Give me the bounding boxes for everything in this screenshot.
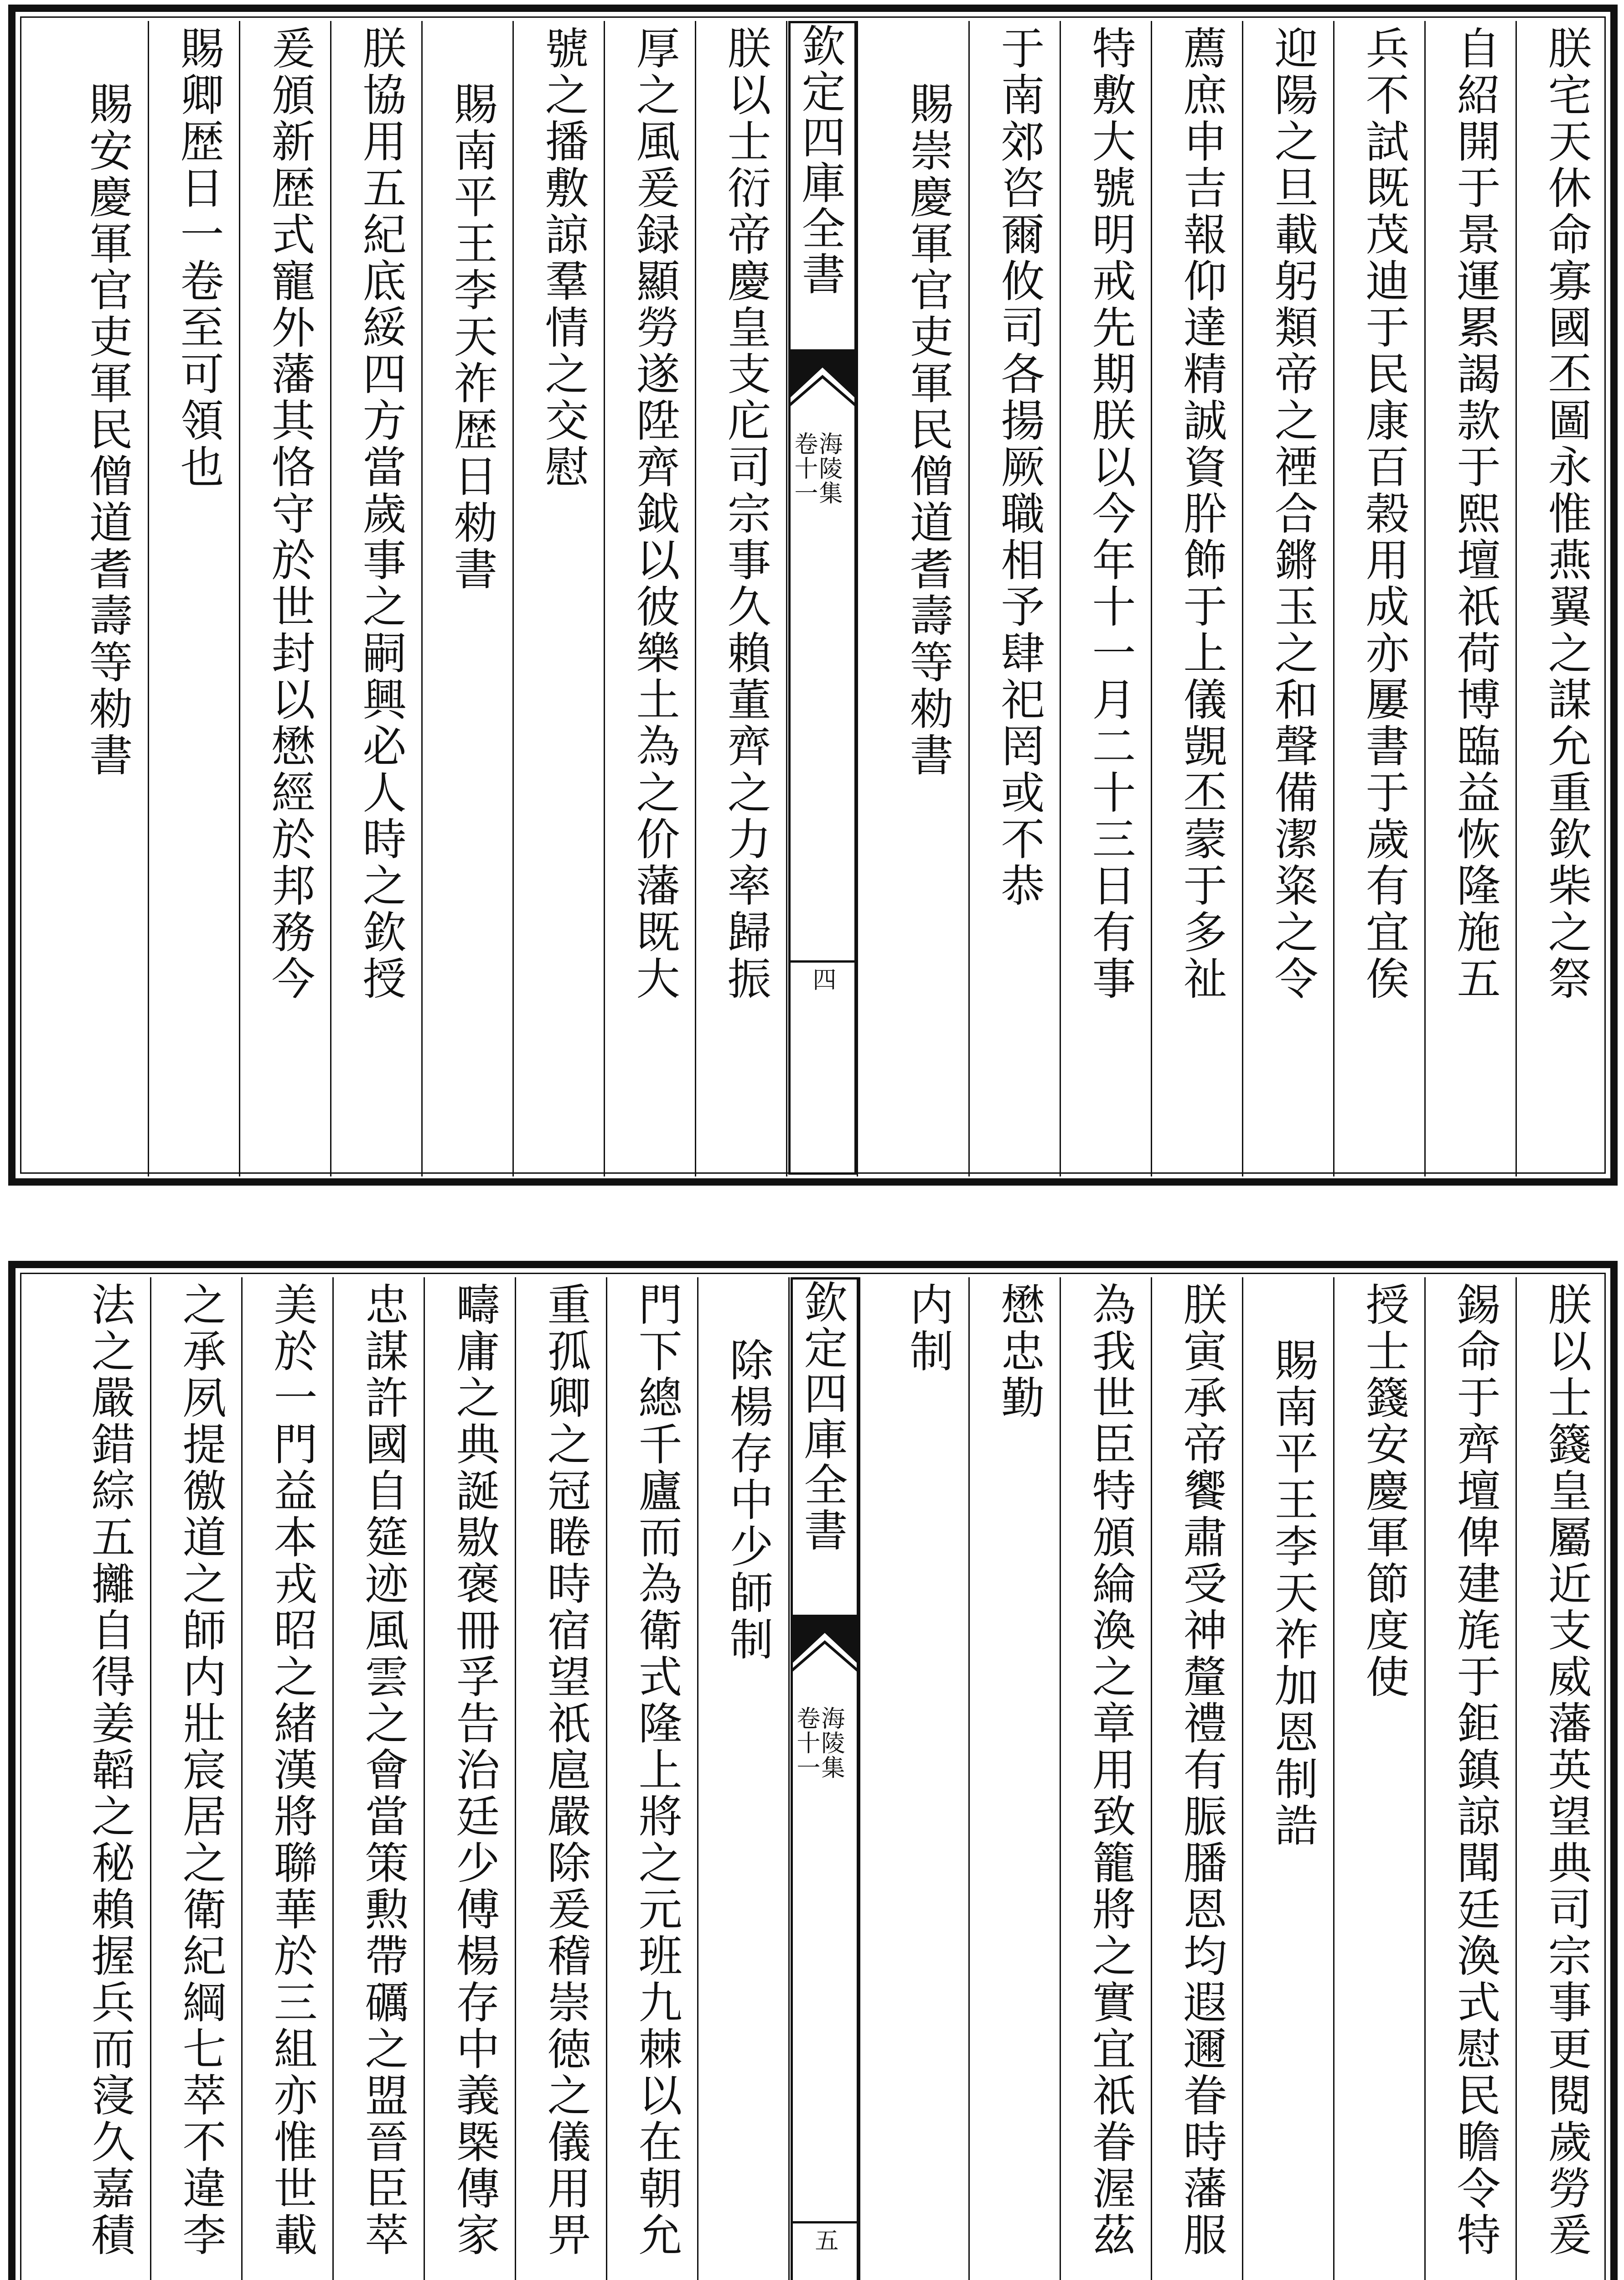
text-column — [43, 1268, 150, 2280]
column-text: 美於一門益本戎昭之緒漢將聯華於三組亦惟世載 — [267, 1282, 318, 2259]
column-text: 之承夙提徼道之師内壯宸居之衛紀綱七萃不違李 — [176, 1282, 227, 2259]
column-text: 號之播敷諒羣情之交慰 — [538, 26, 589, 491]
text-column — [424, 1268, 515, 2280]
column-text: 朕寅承帝饗肅受神釐禮有脤膰恩均遐邇眷時藩服 — [1176, 1282, 1227, 2259]
text-column — [697, 1268, 788, 2280]
text-column — [239, 12, 330, 1178]
text-column — [421, 12, 512, 1178]
column-text: 錫命于齊壇俾建旄于鉅鎮諒聞廷渙式慰民瞻令特 — [1450, 1282, 1501, 2259]
gutter-page-number: 五 — [811, 2228, 838, 2253]
text-column — [1333, 12, 1424, 1178]
text-column — [861, 1268, 968, 2280]
gutter-book: 海陵集 — [817, 1706, 844, 1780]
text-column — [148, 12, 239, 1178]
text-column — [1151, 12, 1242, 1178]
text-column — [1515, 1268, 1607, 2280]
gutter-volume: 卷十一 — [792, 1706, 820, 1780]
text-column — [330, 12, 421, 1178]
text-column — [1515, 12, 1607, 1178]
column-text: 迎陽之旦載躬類帝之禋合鏘玉之和聲備潔粢之令 — [1267, 26, 1319, 1002]
column-text: 門下總千廬而為衛式隆上將之元班九棘以在朝允 — [631, 1282, 683, 2259]
gutter-book: 海陵集 — [815, 431, 842, 505]
column-text: 于南郊咨爾攸司各揚厥職相予肆祀罔或不恭 — [994, 26, 1045, 909]
text-column — [1424, 12, 1515, 1178]
column-text: 爰頒新歴式寵外藩其恪守於世封以懋經於邦務今 — [264, 26, 315, 1002]
column-text: 賜卿歴日一卷至可領也 — [173, 26, 224, 491]
column-text: 賜南平王李天祚歴日勑書 — [447, 81, 498, 593]
text-column — [1151, 1268, 1242, 2280]
text-column — [34, 12, 148, 1178]
text-column — [1333, 1268, 1424, 2280]
column-text: 忠謀許國自筵迹風雲之會當策勲帶礪之盟晉臣萃 — [358, 1282, 409, 2259]
column-text: 兵不試既茂迪于民康百榖用成亦屢書于歲有宜俟 — [1359, 26, 1410, 1002]
gutter-volume: 卷十一 — [790, 431, 817, 505]
text-column — [606, 1268, 697, 2280]
column-text: 賜安慶軍官吏軍民僧道耆壽等勑書 — [82, 81, 133, 779]
column-text: 自紹開于景運累謁款于熙壇祇荷博臨益恢隆施五 — [1450, 26, 1501, 1002]
column-text: 内制 — [903, 1282, 954, 1375]
column-text: 特敷大號明戒先期朕以今年十一月二十三日有事 — [1085, 26, 1136, 1002]
column-text: 授士籛安慶軍節度使 — [1359, 1282, 1410, 1700]
column-text: 賜南平王李天祚加恩制誥 — [1267, 1337, 1319, 1849]
column-text: 懋忠勤 — [994, 1282, 1045, 1421]
text-column — [695, 12, 786, 1178]
column-text: 法之嚴錯綜五攡自得姜韜之秘賴握兵而寖久嘉積 — [84, 1282, 135, 2259]
fishtail-mark — [788, 349, 857, 418]
column-text: 為我世臣特頒綸渙之章用致籠將之實宜祇眷渥茲 — [1085, 1282, 1136, 2259]
gutter-title: 欽定四庫全書 — [795, 23, 846, 297]
text-column — [968, 1268, 1060, 2280]
column-text: 朕宅天休命寡國丕圖永惟燕翼之謀允重欽柴之祭 — [1541, 26, 1592, 1002]
top-page — [8, 5, 1618, 1186]
text-column — [968, 12, 1060, 1178]
text-column — [1242, 12, 1333, 1178]
text-column — [512, 12, 604, 1178]
fishtail-mark — [791, 1615, 859, 1683]
column-text: 朕以士籛皇屬近支威藩英望典司宗事更閱歲勞爰 — [1541, 1282, 1592, 2259]
text-column — [515, 1268, 606, 2280]
text-column — [604, 12, 695, 1178]
column-text: 重孤卿之冠睠時宿望祇扈嚴除爰稽崇徳之儀用畀 — [540, 1282, 591, 2259]
column-text: 厚之風爰録顯勞遂陞齊鉞以彼樂土為之价藩既大 — [629, 26, 680, 1002]
column-text: 賜崇慶軍官吏軍民僧道耆壽等勑書 — [903, 81, 954, 779]
text-column — [1424, 1268, 1515, 2280]
bottom-page — [8, 1261, 1618, 2280]
column-text: 疇庸之典誕敭褒冊孚告治廷少傅楊存中義槩傳家 — [449, 1282, 500, 2259]
column-text: 除楊存中少師制 — [723, 1337, 774, 1663]
center-gutter — [788, 12, 857, 1178]
column-text: 朕協用五紀底綏四方當歲事之嗣興必人時之欽授 — [356, 26, 407, 1002]
text-column — [859, 12, 968, 1178]
center-gutter — [791, 1268, 859, 2280]
gutter-page-number: 四 — [808, 967, 836, 992]
text-column — [241, 1268, 332, 2280]
text-column — [332, 1268, 424, 2280]
column-text: 薦庶申吉報仰達精誠資肸飾于上儀覬丕蒙于多祉 — [1176, 26, 1227, 1002]
text-column — [150, 1268, 241, 2280]
text-column — [1060, 1268, 1151, 2280]
text-column — [1242, 1268, 1333, 2280]
column-text: 朕以士衍帝慶皇支庀司宗事久賴董齊之力率歸振 — [720, 26, 771, 1002]
text-column — [1060, 12, 1151, 1178]
gutter-title: 欽定四庫全書 — [797, 1280, 848, 1553]
